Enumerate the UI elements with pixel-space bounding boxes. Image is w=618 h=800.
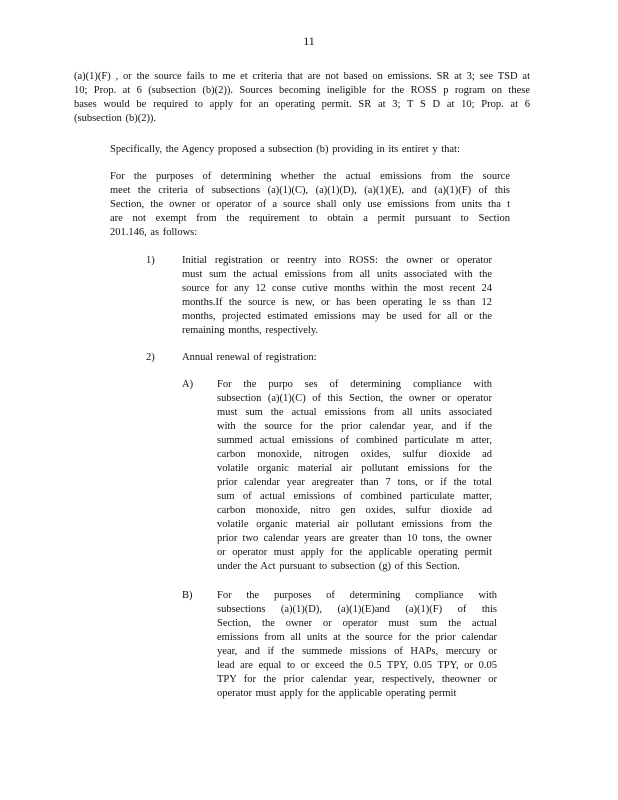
item-a-text-line: carbon monoxide, nitro gen oxides, sulfur dioxide ad [217,505,492,516]
item-b-text-line: operator must apply for the applicable operating permit [217,688,457,699]
item-b-text-line: emissions from all units at the source for the prior calendar [217,632,497,643]
quote-paragraph-line: 201.146, as follows: [110,227,198,238]
item-1-text-line: must sum the actual emissions from all units associated with the [182,269,492,280]
item-1-text-line: months, projected estimated emissions may be used for all or the [182,311,492,322]
intro-paragraph-line: (a)(1)(F) , or the source fails to me et criteria that are not based on emissions. SR at 3; see TSD at [74,71,530,82]
item-b-text-line: subsections (a)(1)(D), (a)(1)(E)and (a)(1)(F) of this [217,604,497,615]
item-a-text-line: volatile organic material air pollutant emissions from the [217,519,492,530]
quote-paragraph-line: Section, the owner or operator of a source shall only use emissions from units tha t [110,199,510,210]
item-1-text-line: source for any 12 conse cutive months within the most recent 24 [182,283,492,294]
item-b-text-line: Section, the owner or operator must sum the actual [217,618,497,629]
item-1-marker: 1) [146,255,155,266]
item-a-text-line: with the source for the prior calendar year, and if the [217,421,492,432]
intro-paragraph-line: (subsection (b)(2)). [74,113,157,124]
item-a-text-line: summed actual emissions of combined particulate m atter, [217,435,492,446]
specifically-line: Specifically, the Agency proposed a subsection (b) providing in its entiret y that: [110,144,460,155]
item-2-marker: 2) [146,352,155,363]
item-b-text-line: TPY for the prior calendar year, respectively, theowner or [217,674,497,685]
item-b-text-line: year, and if the summede missions of HAPs, mercury or [217,646,497,657]
item-a-text-line: or operator must apply for the applicable operating permit [217,547,492,558]
item-b-text-line: lead are equal to or exceed the 0.5 TPY, 0.05 TPY, or 0.05 [217,660,497,671]
quote-paragraph-line: are not exempt from the requirement to obtain a permit pursuant to Section [110,213,510,224]
item-a-text-line: must sum the actual emissions from all units associated [217,407,492,418]
item-a-text-line: subsection (a)(1)(C) of this Section, the owner or operator [217,393,492,404]
item-a-marker: A) [182,379,194,390]
item-b-text-line: For the purposes of determining compliance with [217,590,497,601]
item-1-text-line: Initial registration or reentry into ROSS: the owner or operator [182,255,492,266]
intro-paragraph-line: 10; Prop. at 6 (subsection (b)(2)). Sources becoming ineligible for the ROSS p rogram on these [74,85,530,96]
item-a-text-line: volatile organic material air pollutant emissions for the [217,463,492,474]
item-a-text-line: For the purpo ses of determining compliance with [217,379,492,390]
item-a-text-line: prior two calendar years are greater than 10 tons, the owner [217,533,492,544]
item-a-text-line: sum of actual emissions of combined particulate matter, [217,491,492,502]
item-a-text-line: under the Act pursuant to subsection (g) of this Section. [217,561,460,572]
item-b-marker: B) [182,590,193,601]
item-1-text-line: months.If the source is new, or has been operating le ss than 12 [182,297,492,308]
quote-paragraph-line: meet the criteria of subsections (a)(1)(C), (a)(1)(D), (a)(1)(E), and (a)(1)(F) of this [110,185,510,196]
item-2-heading: Annual renewal of registration: [182,352,317,363]
intro-paragraph-line: bases would be required to apply for an operating permit. SR at 3; T S D at 10; Prop. at 6 [74,99,530,110]
item-1-text-line: remaining months, respectively. [182,325,319,336]
item-a-text-line: prior calendar year aregreater than 7 tons, or if the total [217,477,492,488]
item-a-text-line: carbon monoxide, nitrogen oxides, sulfur dioxide ad [217,449,492,460]
page-number: 11 [303,34,315,48]
quote-paragraph-line: For the purposes of determining whether the actual emissions from the source [110,171,510,182]
